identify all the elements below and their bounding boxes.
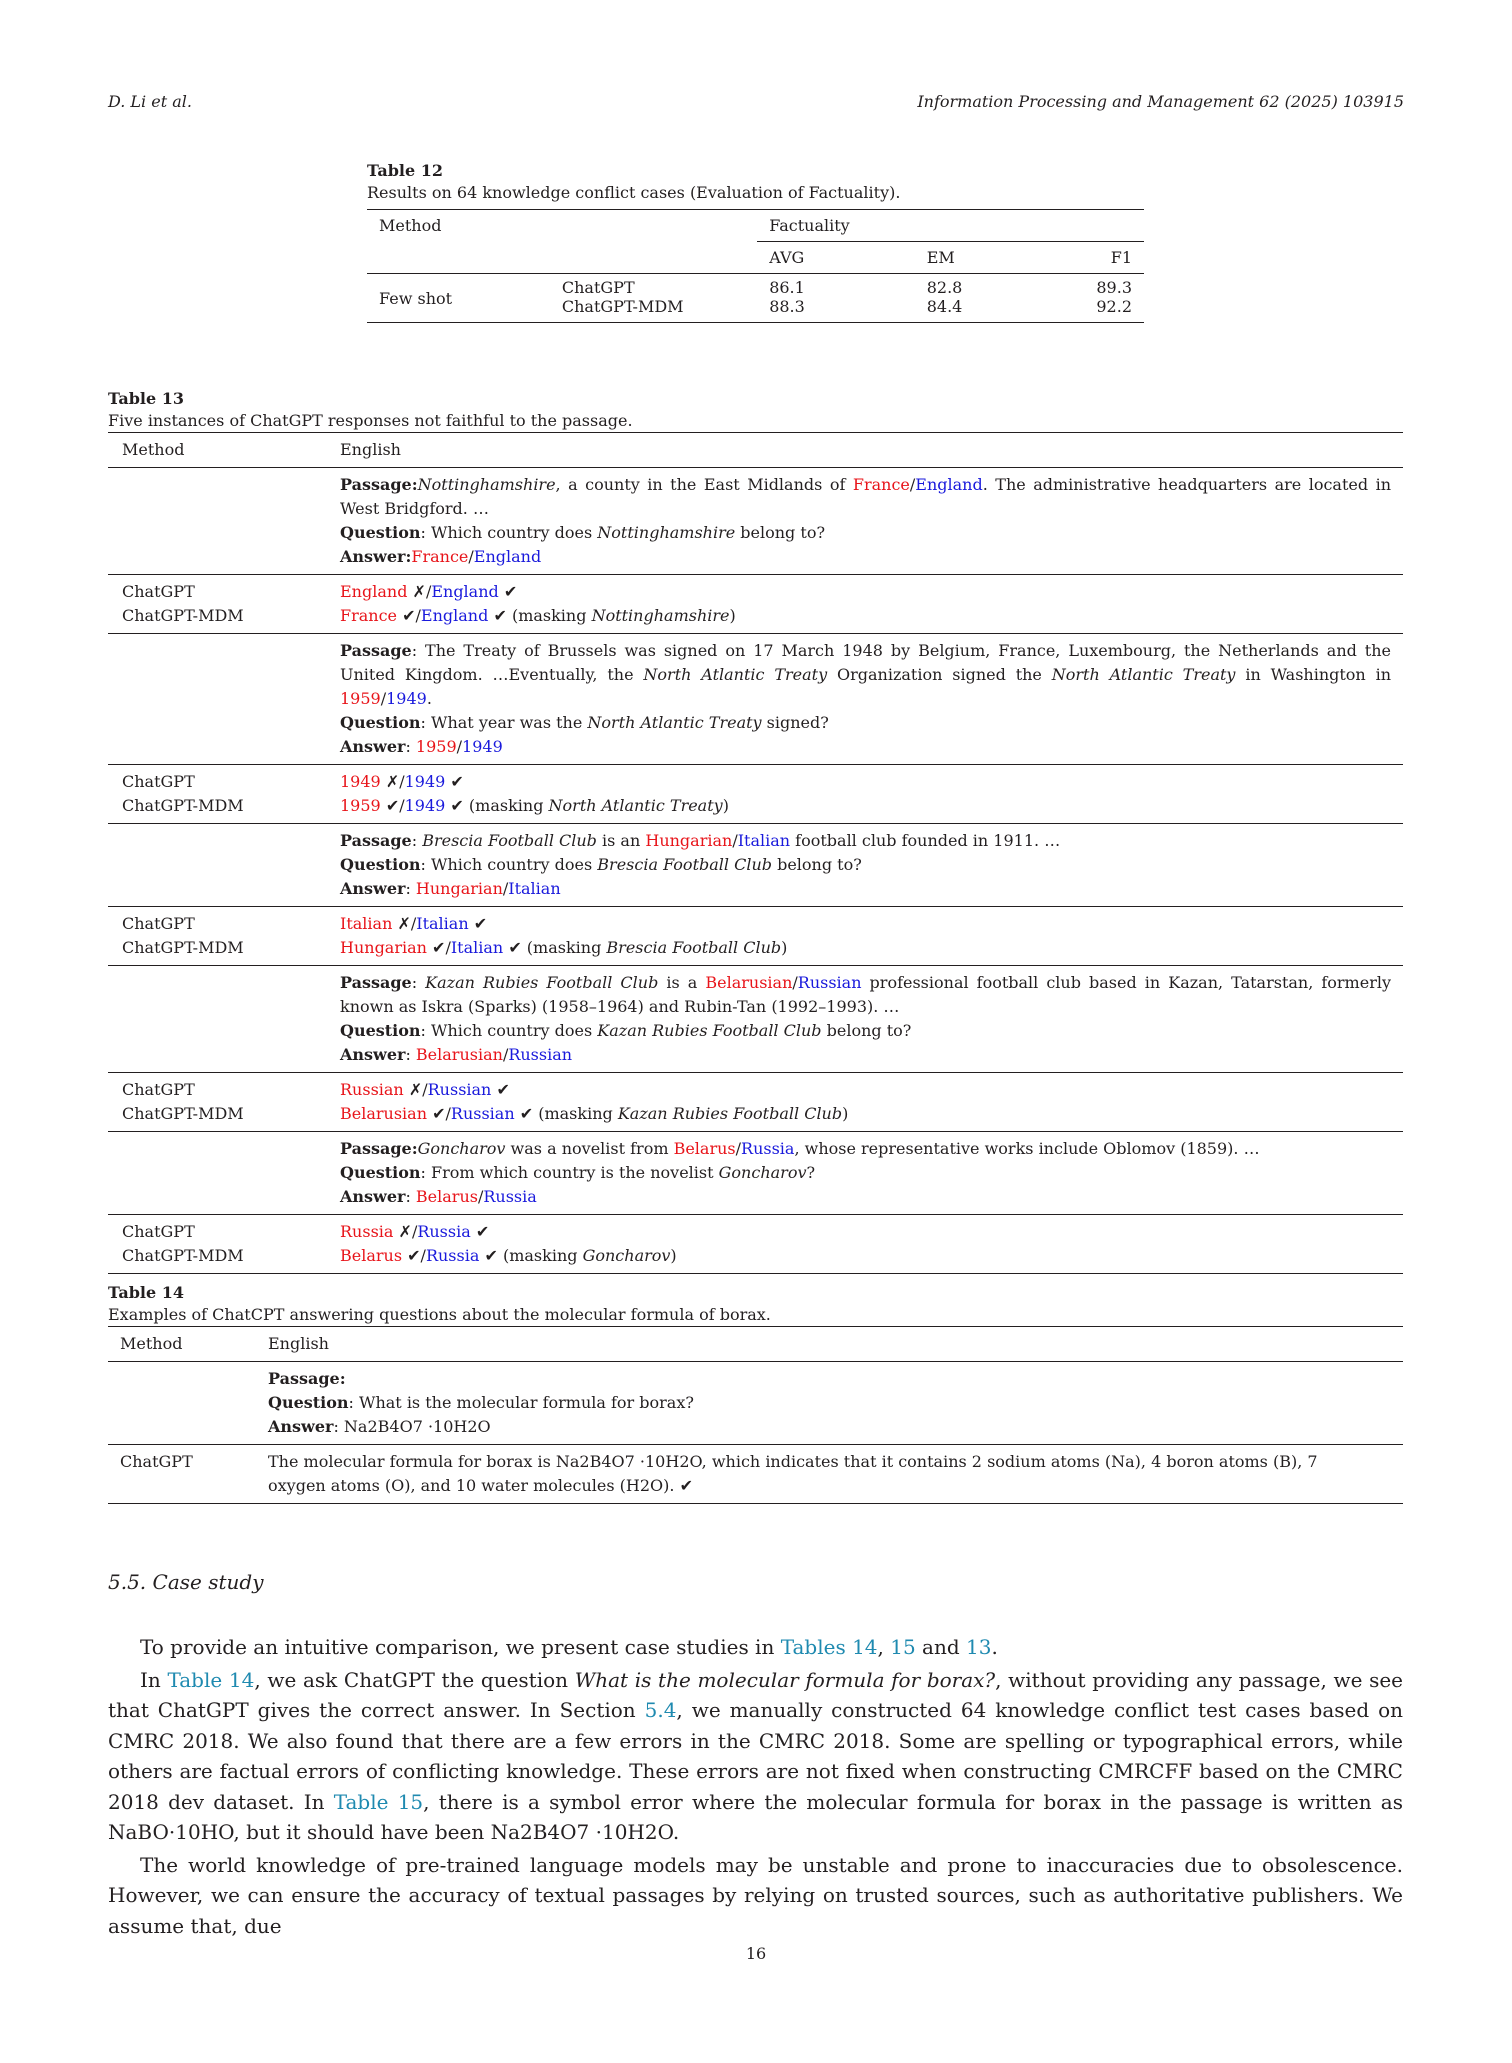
model-label: ChatGPT-MDM <box>122 1246 244 1265</box>
table-14-method-header: Method <box>120 1334 183 1353</box>
section-heading: 5.5. Case study <box>108 1570 264 1594</box>
table-13-passage-block: Passage: Brescia Football Club is an Hungarian/Italian football club founded in 1911. … Question: Which country does Brescia Football Club belong to? Answer: Hungarian/Italian <box>340 831 1061 898</box>
table-12-em-header: EM <box>915 242 1061 274</box>
table-12-caption: Results on 64 knowledge conflict cases (Evaluation of Factuality). <box>367 183 901 202</box>
model-label: ChatGPT <box>122 914 195 933</box>
table-link[interactable]: Table 14 <box>167 1667 255 1692</box>
table-13-passage-block: Passage:Nottinghamshire, a county in the East Midlands of France/England. The administrative headquarters are located in West Bridgford. … Question: Which country does Nottinghamshire belong to? Answer:France/England <box>340 475 1391 566</box>
check-icon: ✔ <box>484 1246 498 1265</box>
table-12-cell: 88.3 <box>769 297 805 316</box>
model-label: ChatGPT <box>122 772 195 791</box>
check-icon: ✔ <box>450 772 464 791</box>
running-header-journal: Information Processing and Management 62 (2025) 103915 <box>917 92 1404 111</box>
model-label: ChatGPT-MDM <box>122 1104 244 1123</box>
table-14-grid <box>108 1326 1403 1504</box>
table-12-f1-header: F1 <box>1061 242 1144 274</box>
table-12-cell: 92.2 <box>1096 297 1132 316</box>
table-12-factuality-header: Factuality <box>769 216 850 235</box>
table-14 <box>108 1282 1403 1504</box>
paragraph: The world knowledge of pre-trained language models may be unstable and prone to inaccuracies due to obsolescence. However, we can ensure the accuracy of textual passages by relying on trusted sources, such as authoritative publishers. We assume that, due <box>108 1852 1403 1938</box>
model-label: ChatGPT <box>122 1222 195 1241</box>
check-icon: ✔ <box>432 938 446 957</box>
table-14-english-header: English <box>268 1334 329 1353</box>
model-label: ChatGPT <box>122 582 195 601</box>
table-link[interactable]: Table 15 <box>333 1789 424 1814</box>
check-icon: ✔ <box>473 914 488 933</box>
table-12-model: ChatGPT-MDM <box>561 297 684 316</box>
model-label: ChatGPT-MDM <box>122 796 244 815</box>
table-12-setting: Few shot <box>379 288 453 308</box>
table-13-response-block: Russia ✗/Russia ✔ Belarus ✔/Russia ✔ (masking Goncharov) <box>340 1222 677 1265</box>
check-icon: ✔ <box>432 1104 446 1123</box>
table-12 <box>367 160 1144 323</box>
check-icon: ✔ <box>475 1222 490 1241</box>
table-13-passage-block: Passage: The Treaty of Brussels was signed on 17 March 1948 by Belgium, France, Luxembourg, the Netherlands and the United Kingdom. …Eventually, the North Atlantic Treaty Organization signed the North Atlantic Treaty in Washington in 1959/1949. Question: What year was the North Atlantic Treaty signed? Answer: 1959/1949 <box>340 641 1392 756</box>
cross-icon: ✗ <box>412 582 426 601</box>
check-icon: ✔ <box>450 796 464 815</box>
table-14-passage-block: Passage: Question: What is the molecular formula for borax? Answer: Na2B4O7 ·10H2O <box>268 1369 694 1436</box>
section-body <box>108 1632 1403 1943</box>
cross-icon: ✗ <box>398 1222 412 1241</box>
table-link[interactable]: 15 <box>890 1635 916 1659</box>
check-icon: ✔ <box>407 1246 421 1265</box>
table-12-method-header: Method <box>379 216 442 235</box>
table-13-english-header: English <box>340 440 401 459</box>
table-14-caption: Examples of ChatCPT answering questions about the molecular formula of borax. <box>108 1305 771 1324</box>
table-link[interactable]: Tables 14 <box>780 1635 878 1659</box>
model-label: ChatGPT-MDM <box>122 938 244 957</box>
table-13 <box>108 388 1403 1274</box>
table-12-grid <box>367 209 1144 323</box>
table-13-method-header: Method <box>122 440 185 459</box>
check-icon: ✔ <box>503 582 518 601</box>
cross-icon: ✗ <box>408 1080 423 1099</box>
running-header-authors: D. Li et al. <box>108 92 192 111</box>
model-label: ChatGPT-MDM <box>122 606 244 625</box>
table-14-response-block: The molecular formula for borax is Na2B4O7 ·10H2O, which indicates that it contains 2 sodium atoms (Na), 4 boron atoms (B), 7 oxygen atoms (O), and 10 water molecules (H2O). ✔ <box>268 1452 1318 1495</box>
table-13-response-block: Italian ✗/Italian ✔ Hungarian ✔/Italian ✔ (masking Brescia Football Club) <box>340 914 788 957</box>
cross-icon: ✗ <box>397 914 411 933</box>
check-icon: ✔ <box>402 606 416 625</box>
table-13-response-block: Russian ✗/Russian ✔ Belarusian ✔/Russian ✔ (masking Kazan Rubies Football Club) <box>340 1080 849 1123</box>
table-12-model: ChatGPT <box>561 278 635 297</box>
table-13-passage-block: Passage:Goncharov was a novelist from Belarus/Russia, whose representative works include Oblomov (1859). … Question: From which country is the novelist Goncharov? Answer: Belarus/Russia <box>340 1139 1260 1206</box>
table-13-response-block: England ✗/England ✔ France ✔/England ✔ (masking Nottinghamshire) <box>340 582 736 625</box>
table-13-response-block: 1949 ✗/1949 ✔ 1959 ✔/1949 ✔ (masking North Atlantic Treaty) <box>340 772 729 815</box>
table-12-cell: 89.3 <box>1096 278 1132 297</box>
check-icon: ✔ <box>496 1080 510 1099</box>
paragraph: In Table 14, we ask ChatGPT the question What is the molecular formula for borax?, without providing any passage, we see that ChatGPT gives the correct answer. In Section 5.4, we manually constructed 64 knowledge conflict test cases based on CMRC 2018. We also found that there are a few errors in the CMRC 2018. Some are spelling or typographical errors, while others are factual errors of conflicting knowledge. These errors are not fixed when constructing CMRCFF based on the CMRC 2018 dev dataset. In Table 15, there is a symbol error where the molecular formula for borax in the passage is written as NaBO·10HO, but it should have been Na2B4O7 ·10H2O. <box>108 1667 1404 1844</box>
check-icon: ✔ <box>493 606 507 625</box>
table-link[interactable]: 13 <box>966 1635 992 1659</box>
cross-icon: ✗ <box>385 772 400 791</box>
page-number: 16 <box>745 1944 767 1963</box>
check-icon: ✔ <box>519 1104 534 1123</box>
table-13-caption: Five instances of ChatGPT responses not faithful to the passage. <box>108 411 633 430</box>
table-12-cell: 84.4 <box>926 297 963 316</box>
table-12-label: Table 12 <box>367 161 444 180</box>
table-13-label: Table 13 <box>108 389 185 408</box>
model-label: ChatGPT <box>122 1080 195 1099</box>
table-12-avg-header: AVG <box>757 242 915 274</box>
table-14-label: Table 14 <box>108 1283 185 1302</box>
table-13-grid <box>108 432 1403 1274</box>
table-12-cell: 86.1 <box>769 278 805 297</box>
check-icon: ✔ <box>385 796 400 815</box>
table-13-passage-block: Passage: Kazan Rubies Football Club is a Belarusian/Russian professional football club based in Kazan, Tatarstan, formerly known as Iskra (Sparks) (1958–1964) and Rubin-Tan (1992–1993). … Question: Which country does Kazan Rubies Football Club belong to? Answer: Belarusian/Russian <box>340 973 1391 1064</box>
table-12-cell: 82.8 <box>926 278 963 297</box>
check-icon: ✔ <box>508 938 522 957</box>
model-label: ChatGPT <box>120 1452 193 1471</box>
section-link[interactable]: 5.4 <box>644 1698 677 1722</box>
paragraph: To provide an intuitive comparison, we present case studies in Tables 14, 15 and 13. <box>140 1635 998 1659</box>
check-icon: ✔ <box>679 1476 693 1495</box>
